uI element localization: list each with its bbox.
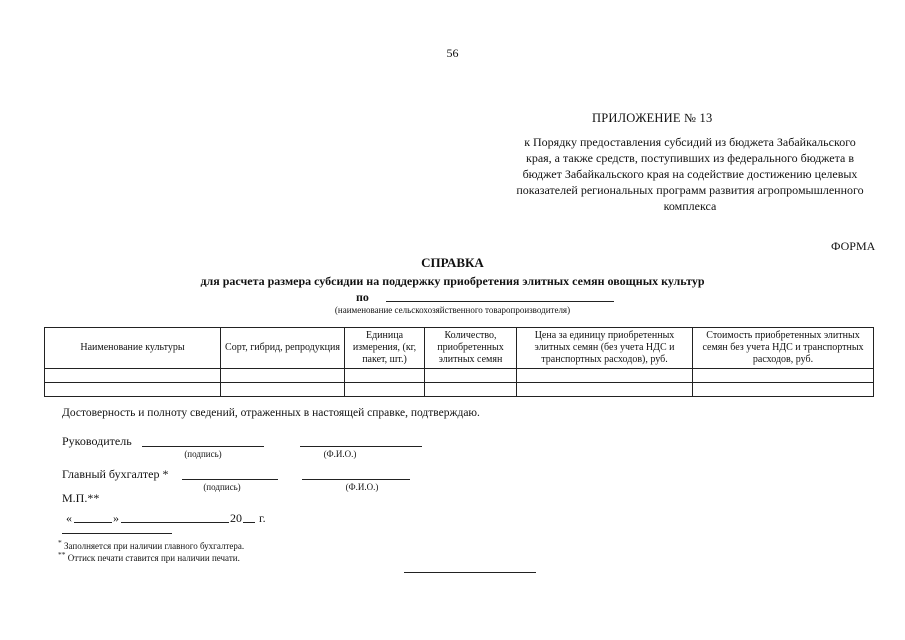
table-cell[interactable] (345, 369, 425, 383)
table-cell[interactable] (517, 383, 693, 397)
appendix-description (495, 134, 885, 214)
appendix-line: показателей региональных программ развития агропромышленного (516, 183, 864, 197)
date-month-line[interactable] (121, 522, 229, 523)
table-cell[interactable] (345, 383, 425, 397)
page-number: 56 (446, 46, 459, 60)
head-name-line[interactable] (300, 446, 422, 447)
appendix-line: бюджет Забайкальского края на содействие достижению целевых (522, 167, 858, 181)
header-unit-price: Цена за единицу приобретенных элитных семян (без учета НДС и транспортных расходов), руб. (517, 328, 693, 369)
date-day-line[interactable] (74, 522, 112, 523)
form-label: ФОРМА (831, 239, 876, 253)
appendix-line: края, а также средств, поступивших из федерального бюджета в (525, 151, 855, 165)
date-year-prefix: 20 (230, 511, 242, 525)
table-cell[interactable] (693, 383, 874, 397)
accountant-label: Главный бухгалтер * (62, 467, 169, 481)
po-label: по (356, 290, 369, 304)
head-signature-line[interactable] (142, 446, 264, 447)
footnote-text: Заполняется при наличии главного бухгалтера. (64, 541, 245, 551)
header-quantity: Количество, приобретенных элитных семян (425, 328, 517, 369)
table-row (45, 369, 874, 383)
document-title: СПРАВКА (421, 255, 484, 270)
footnote-divider (62, 533, 172, 534)
footnote-2 (58, 550, 240, 563)
table-header-row (45, 328, 874, 369)
head-label: Руководитель (62, 434, 132, 448)
appendix-line: комплекса (663, 199, 717, 213)
subsidy-table (44, 327, 874, 397)
table-cell[interactable] (45, 383, 221, 397)
date-year-suffix: г. (259, 511, 266, 525)
accountant-signature-caption: (подпись) (203, 482, 241, 492)
appendix-title: ПРИЛОЖЕНИЕ № 13 (592, 111, 713, 125)
header-variety: Сорт, гибрид, репродукция (221, 328, 345, 369)
document-subtitle: для расчета размера субсидии на поддержку приобретения элитных семян овощных культур (200, 274, 705, 288)
stamp-label: М.П.** (62, 491, 100, 505)
table-cell[interactable] (221, 369, 345, 383)
table-cell[interactable] (221, 383, 345, 397)
head-signature-caption: (подпись) (184, 449, 222, 459)
header-unit: Единица измерения, (кг, пакет, шт.) (345, 328, 425, 369)
appendix-line: к Порядку предоставления субсидий из бюджета Забайкальского (524, 135, 856, 149)
bottom-rule (404, 572, 536, 573)
head-name-caption: (Ф.И.О.) (323, 449, 357, 459)
table-cell[interactable] (425, 383, 517, 397)
accountant-signature-line[interactable] (182, 479, 278, 480)
confirmation-text: Достоверность и полноту сведений, отраженных в настоящей справке, подтверждаю. (62, 407, 480, 419)
header-total-cost: Стоимость приобретенных элитных семян без учета НДС и транспортных расходов, руб. (693, 328, 874, 369)
footnote-text: Оттиск печати ставится при наличии печати. (67, 553, 240, 563)
producer-name-caption: (наименование сельскохозяйственного товаропроизводителя) (334, 305, 571, 315)
date-year-line[interactable] (243, 522, 255, 523)
date-open-quote: « (66, 511, 72, 525)
table-cell[interactable] (693, 369, 874, 383)
table-cell[interactable] (425, 369, 517, 383)
accountant-name-caption: (Ф.И.О.) (345, 482, 379, 492)
date-close-quote: » (113, 511, 119, 525)
table-row (45, 383, 874, 397)
table-cell[interactable] (517, 369, 693, 383)
table-cell[interactable] (45, 369, 221, 383)
footnote-mark: ** (58, 550, 66, 559)
header-crop-name: Наименование культуры (45, 328, 221, 369)
footnote-mark: * (58, 538, 62, 547)
producer-name-line (386, 301, 614, 302)
accountant-name-line[interactable] (302, 479, 410, 480)
